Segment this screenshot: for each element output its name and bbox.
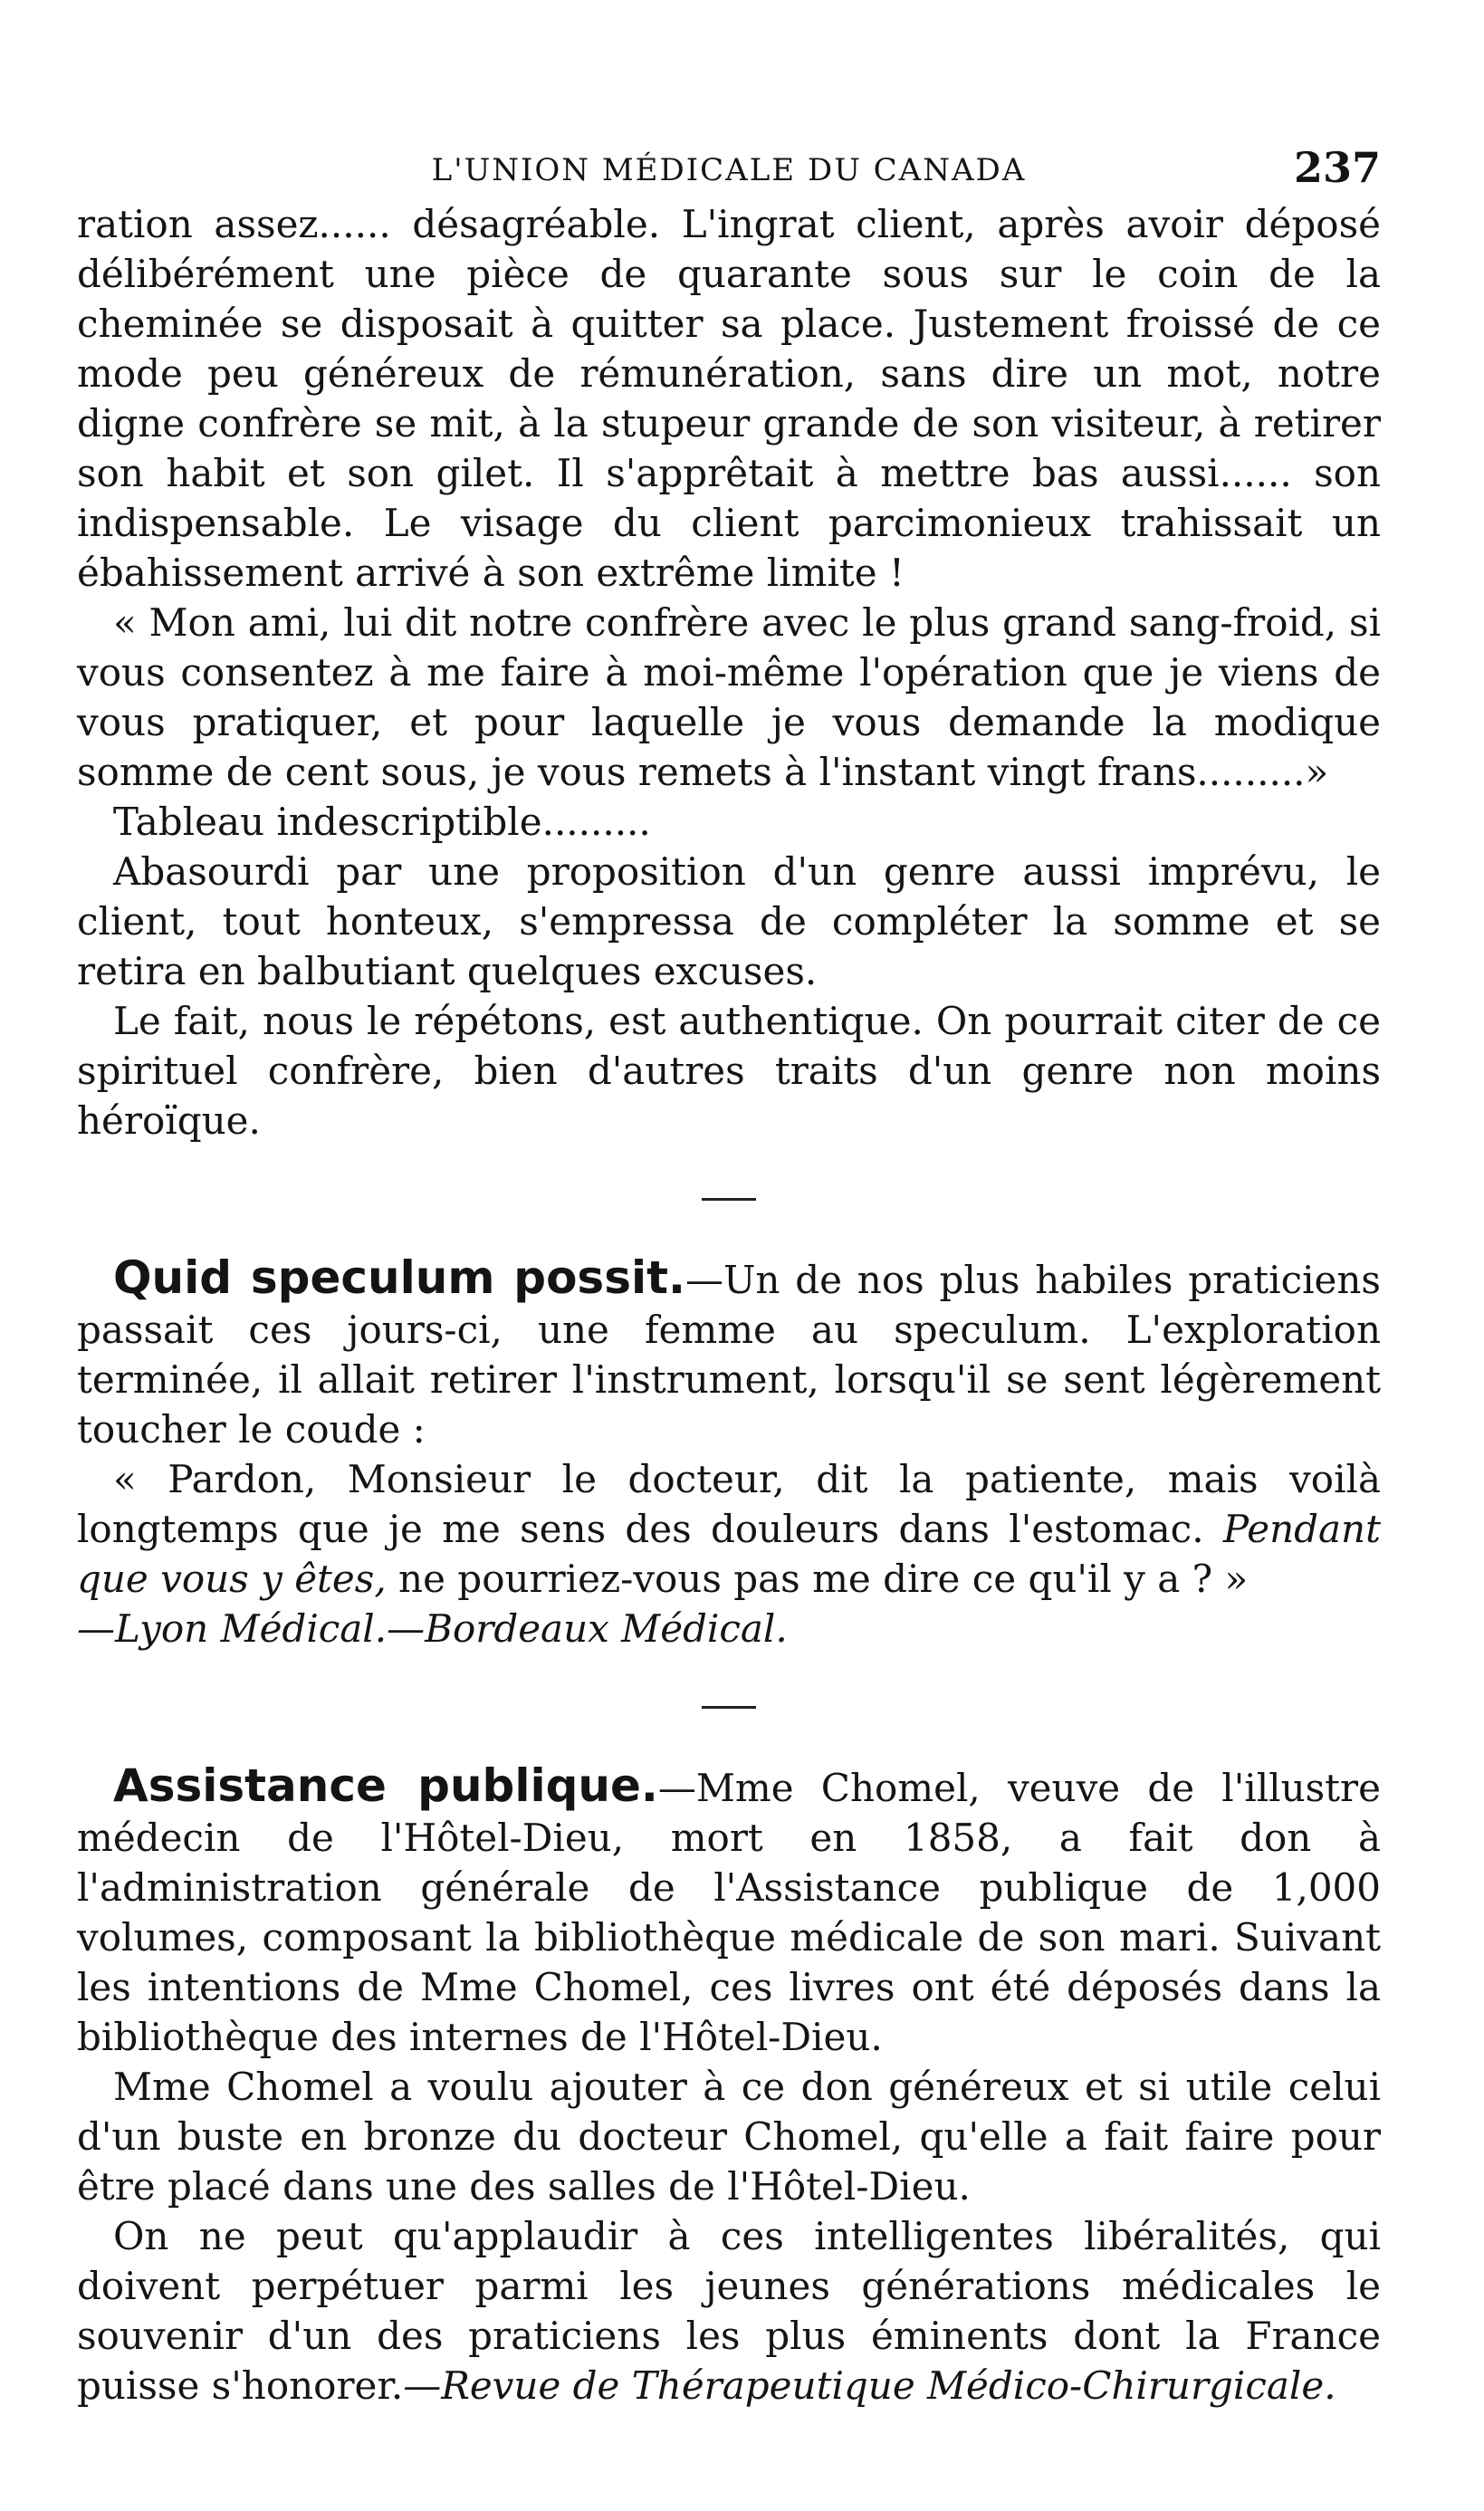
journal-title: L'UNION MÉDICALE DU CANADA [431, 152, 1027, 188]
section-divider [702, 1706, 756, 1709]
story-paragraph-3: Tableau indescriptible......... [113, 800, 651, 844]
story-paragraph-5: Le fait, nous le répétons, est authentique. On pourrait citer de ce spirituel confrère, bien d'autres traits d'un genre non moins héroïque. [77, 999, 1381, 1143]
page [77, 136, 1381, 2410]
story-paragraph-4: Abasourdi par une proposition d'un genre aussi imprévu, le client, tout honteux, s'empressa de compléter la somme et se retira en balbutiant quelques excuses. [77, 849, 1381, 993]
speculum-text-1: —Un de nos plus habiles praticiens passait ces jours-ci, une femme au speculum. L'exploration terminée, il allait retirer l'instrument, lorsqu'il se sent légèrement toucher le coude : [77, 1258, 1381, 1452]
speculum-quote: « Pardon, Monsieur le docteur, dit la patiente, mais voilà longtemps que je me sens des douleurs dans l'estomac. [77, 1457, 1381, 1551]
assistance-source: —Revue de Thérapeutique Médico-Chirurgicale. [403, 2363, 1336, 2408]
assistance-text-3: On ne peut qu'applaudir à ces intelligentes libéralités, qui doivent perpétuer parmi les jeunes générations médicales le souvenir d'un des praticiens les plus éminents dont la France puisse s'honorer. [77, 2214, 1381, 2408]
assistance-title: Assistance publique. [113, 1759, 658, 1812]
assistance-paragraph-2: Mme Chomel a voulu ajouter à ce don généreux et si utile celui d'un buste en bronze du docteur Chomel, qu'elle a fait faire pour être placé dans une des salles de l'Hôtel-Dieu. [77, 2065, 1381, 2209]
speculum-quote-italic: Pendant que vous y êtes, [77, 1507, 1381, 1601]
story-paragraph-1: ration assez...... désagréable. L'ingrat client, après avoir déposé délibérément une pièce de quarante sous sur le coin de la cheminée se disposait à quitter sa place. Justement froissé de ce mode peu généreux de rémunération, sans dire un mot, notre digne confrère se mit, à la stupeur grande de son visiteur, à retirer son habit et son gilet. Il s'apprêtait à mettre bas aussi...... son indispensable. Le visage du client parcimonieux trahissait un ébahissement arrivé à son extrême limite ! [77, 202, 1381, 595]
story-paragraph-2: « Mon ami, lui dit notre confrère avec le plus grand sang-froid, si vous consentez à me faire à moi-même l'opération que je viens de vous pratiquer, et pour laquelle je vous demande la modique somme de cent sous, je vous remets à l'instant vingt frans.........» [77, 600, 1381, 794]
assistance-text-1: —Mme Chomel, veuve de l'illustre médecin de l'Hôtel-Dieu, mort en 1858, a fait don à l'administration générale de l'Assistance publique de 1,000 volumes, composant la bibliothèque médicale de son mari. Suivant les intentions de Mme Chomel, ces livres ont été déposés dans la bibliothèque des internes de l'Hôtel-Dieu. [77, 1766, 1381, 2059]
running-header [77, 136, 1381, 199]
speculum-paragraph-2 [77, 1454, 1381, 1653]
assistance-paragraph-3 [77, 2211, 1381, 2410]
speculum-paragraph-1 [77, 1253, 1381, 1454]
assistance-paragraph-1 [77, 1761, 1381, 2062]
speculum-quote-end: ne pourriez-vous pas me dire ce qu'il y a ? » [398, 1557, 1249, 1601]
page-number: 237 [1293, 143, 1381, 192]
speculum-source: —Lyon Médical.—Bordeaux Médical. [77, 1606, 788, 1651]
section-divider [702, 1198, 756, 1201]
speculum-title: Quid speculum possit. [113, 1251, 685, 1304]
